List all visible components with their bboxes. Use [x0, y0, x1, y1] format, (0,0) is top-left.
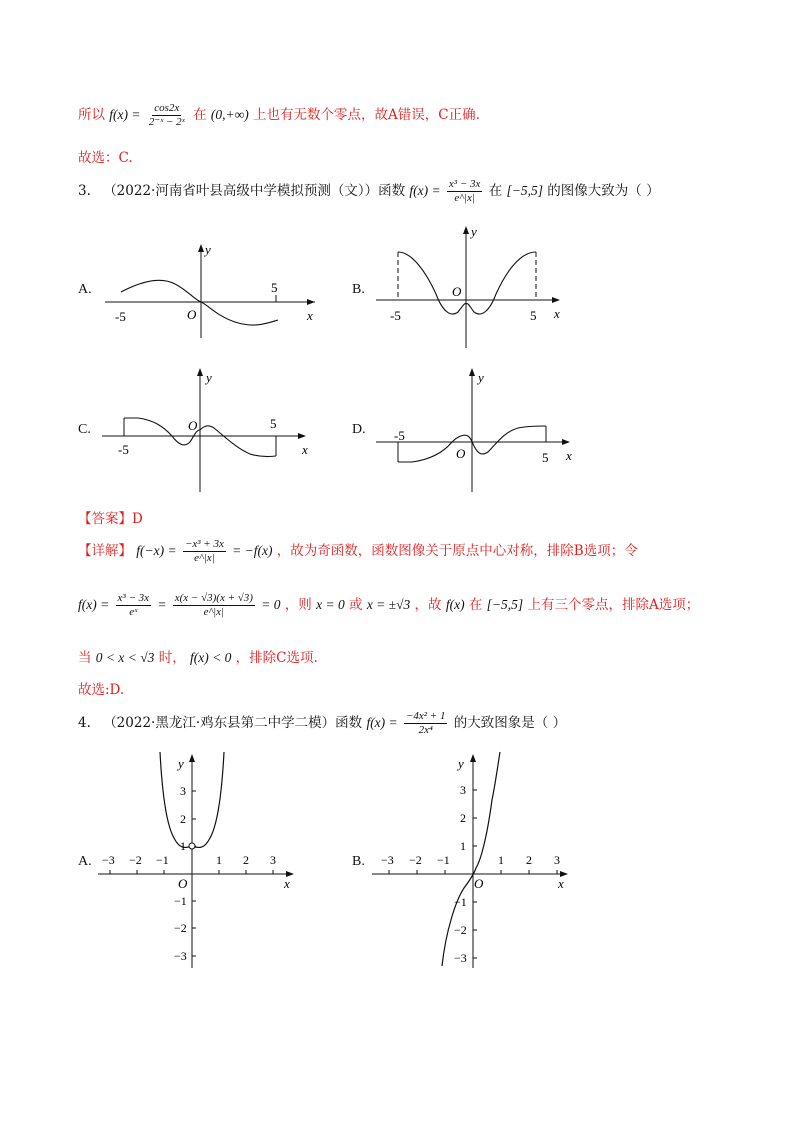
q3-option-a-label[interactable]: A. [78, 282, 92, 297]
detail2-num1: x³ − 3x [117, 592, 150, 604]
y-label: y [458, 756, 464, 771]
q4-suffix: 的大致图象是（ ） [453, 715, 567, 731]
q3-detail-line1 [78, 538, 638, 565]
y-tick-label: −1 [174, 894, 187, 908]
curve [121, 280, 278, 325]
q3-option-c-label[interactable]: C. [78, 422, 91, 437]
y-label: y [206, 370, 212, 385]
x-tick-label: 2 [243, 853, 249, 867]
detail3-text: ，排除C选项. [235, 650, 318, 666]
q3-graph-a[interactable] [95, 240, 325, 340]
prev-suffix: 上也有无数个零点，故A错误，C正确. [253, 107, 480, 123]
q3-answer: 【答案】D [78, 511, 143, 527]
x-tick-label: −1 [156, 853, 169, 867]
prev-conclusion-line [78, 102, 480, 129]
y-axis-arrow [469, 368, 475, 376]
origin-label: O [474, 876, 484, 891]
q4-source: （2022·黑龙江·鸡东县第二中学二模）函数 [103, 715, 363, 731]
y-tick-label: −3 [174, 949, 187, 963]
q3-fraction-num: x³ − 3x [448, 178, 481, 190]
q4-option-b-label[interactable]: B. [352, 854, 365, 869]
x-label: x [284, 876, 290, 891]
detail3-range: 0 < x < √3 [95, 650, 155, 665]
origin-label: O [188, 418, 198, 433]
y-tick-label: 2 [460, 811, 466, 825]
q3-detail-line3 [78, 646, 318, 666]
detail1-lhs: f(−x) = [136, 543, 177, 558]
q4-option-a-label[interactable]: A. [78, 854, 92, 869]
tick-label-neg5: -5 [390, 308, 401, 323]
detail2-text: 上有三个零点，排除A选项； [527, 597, 700, 613]
y-label: y [471, 224, 477, 239]
x-tick-label: 1 [216, 853, 222, 867]
prev-mid: 在 [193, 107, 207, 123]
prev-fraction [147, 102, 187, 129]
detail3-ineq: f(x) < 0 [190, 650, 232, 665]
tick-label-5: 5 [270, 416, 277, 431]
detail2-so: ，故 [414, 597, 442, 613]
q3-option-d-label[interactable]: D. [352, 422, 366, 437]
detail2-num2: x(x − √3)(x + √3) [174, 592, 253, 604]
detail2-den1: eˣ [129, 606, 138, 618]
q3-number: 3. [78, 183, 91, 199]
x-tick-label: 2 [526, 853, 532, 867]
q4-stem [78, 710, 566, 737]
y-label: y [205, 242, 211, 257]
detail1-fraction [183, 538, 226, 565]
y-tick-label: 2 [180, 812, 186, 826]
q3-fx: f(x) = [409, 183, 441, 198]
hollow-point [189, 843, 195, 849]
x-label: x [302, 442, 308, 457]
q4-fraction [404, 710, 448, 737]
prev-fraction-den: 2⁻ˣ − 2ˣ [148, 116, 185, 128]
detail2-x0: x = 0 [316, 597, 345, 612]
detail-tag: 【详解】 [78, 543, 132, 559]
y-tick-label: −1 [454, 895, 467, 909]
origin-label: O [178, 876, 188, 891]
q4-graph-b[interactable] [370, 750, 580, 970]
y-label: y [178, 756, 184, 771]
detail2-lhs: f(x) = [78, 597, 110, 612]
detail1-den: e^|x| [194, 552, 215, 564]
detail1-text: ，故为奇函数，函数图像关于原点中心对称，排除B选项；令 [276, 543, 638, 559]
tick-label-5: 5 [530, 308, 537, 323]
detail2-xr: x = ±√3 [366, 597, 411, 612]
prev-interval: (0,+∞) [210, 107, 249, 122]
tick-label-neg5: -5 [115, 309, 126, 324]
detail1-rhs: = −f(x) [232, 543, 273, 558]
y-tick-label: −2 [454, 923, 467, 937]
x-tick-label: −3 [381, 853, 394, 867]
y-tick-label: −3 [454, 951, 467, 965]
q3-fraction [447, 178, 483, 205]
x-tick-label: −2 [409, 853, 422, 867]
q3-choose: 故选:D. [78, 682, 125, 698]
x-axis-arrow [307, 299, 315, 305]
y-tick-label: 1 [180, 839, 186, 853]
detail2-eq: = 0 [261, 597, 281, 612]
x-tick-label: −2 [129, 853, 142, 867]
q3-stem [78, 178, 660, 205]
x-label: x [566, 448, 572, 463]
q3-graph-b[interactable] [372, 222, 572, 350]
detail2-then: ，则 [284, 597, 312, 613]
detail2-interval: [−5,5] [486, 597, 524, 612]
q3-suffix: 的图像大致为（ ） [547, 183, 660, 199]
x-tick-label: 1 [498, 853, 504, 867]
x-tick-label: 3 [554, 853, 560, 867]
q4-fraction-num: −4x² + 1 [405, 710, 446, 722]
q3-detail-line2: f(x) = $\frac{\text{x³ − 3x}}{\text{eˣ}}$ = $\frac{x(x - √3)(x + √3)}{e\^{}|x|}$ = 0 ，则 x = 0 或 x = ±√3 ，故 f(x) 在 [−5,5] 上有三个零点，排除A选项； [78, 592, 700, 618]
detail2-fraction2 [173, 592, 255, 619]
x-tick-label: −3 [102, 853, 115, 867]
detail2-or: 或 [349, 597, 363, 613]
q4-number: 4. [78, 715, 91, 731]
y-axis-arrow [198, 244, 204, 252]
detail2-fx: f(x) [445, 597, 465, 612]
q3-mid: 在 [488, 183, 503, 199]
q4-fraction-den: 2x⁴ [418, 724, 433, 736]
detail2-in: 在 [468, 597, 483, 613]
detail2-fraction1 [116, 592, 152, 619]
tick-label-5: 5 [542, 450, 549, 465]
y-axis-arrow [197, 368, 203, 376]
y-label: y [478, 370, 484, 385]
detail3-when: 当 [78, 650, 92, 666]
detail1-num: −x³ + 3x [184, 538, 224, 550]
q3-interval: [−5,5] [506, 183, 543, 198]
prev-fx: f(x) = [109, 107, 141, 122]
q3-graph-d[interactable] [372, 366, 582, 494]
y-axis-arrow [189, 754, 195, 762]
x-axis-arrow [298, 433, 306, 439]
q3-graph-c[interactable] [98, 366, 318, 494]
q4-graph-a[interactable] [96, 750, 306, 970]
prev-choose: 故选：C. [78, 150, 133, 166]
tick-label-5: 5 [271, 280, 278, 295]
x-tick-label: −1 [437, 853, 450, 867]
x-axis-arrow [552, 297, 560, 303]
detail2-den2: e^|x| [203, 606, 225, 618]
curve [442, 752, 500, 966]
x-axis-arrow [562, 439, 570, 445]
prev-prefix: 所以 [78, 107, 105, 123]
y-tick-label: 3 [460, 783, 466, 797]
tick-label-neg5: -5 [118, 442, 129, 457]
q3-fraction-den: e^|x| [454, 192, 475, 204]
x-label: x [558, 876, 564, 891]
y-axis-arrow [463, 226, 469, 234]
y-tick-label: −2 [174, 921, 187, 935]
q4-fx: f(x) = [366, 715, 398, 730]
tick-label-neg5: -5 [394, 428, 405, 443]
y-axis-arrow [470, 754, 476, 762]
x-label: x [554, 306, 560, 321]
y-tick-label: 3 [180, 784, 186, 798]
q3-source: （2022·河南省叶县高级中学模拟预测（文））函数 [103, 183, 406, 199]
curve [398, 252, 536, 314]
detail3-shi: 时， [158, 650, 186, 666]
x-label: x [307, 308, 313, 323]
origin-label: O [452, 284, 462, 299]
prev-fraction-num: cos2x [154, 102, 180, 114]
x-tick-label: 3 [270, 853, 276, 867]
q3-option-b-label[interactable]: B. [352, 282, 365, 297]
y-tick-label: 1 [460, 839, 466, 853]
origin-label: O [187, 307, 197, 322]
origin-label: O [456, 446, 466, 461]
